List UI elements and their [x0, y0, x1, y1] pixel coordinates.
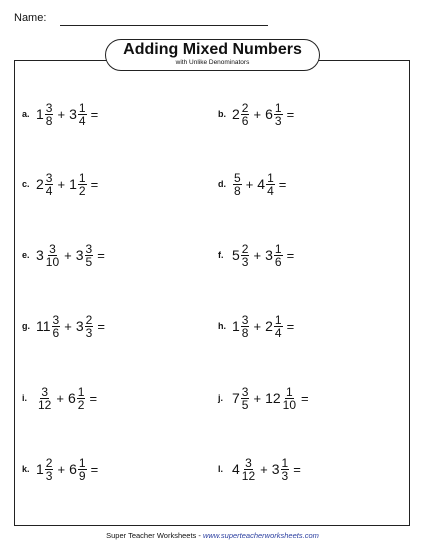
fraction: [241, 314, 250, 339]
equals-sign: =: [286, 106, 295, 122]
denominator: 3: [274, 113, 282, 128]
fraction: [241, 243, 250, 268]
fraction: [85, 314, 94, 339]
footer-url[interactable]: www.superteacherworksheets.com: [202, 531, 319, 540]
problem-label: b.: [218, 109, 226, 119]
numerator: 1: [78, 170, 86, 185]
denominator: 10: [45, 254, 60, 269]
plus-sign: +: [253, 247, 262, 263]
denominator: 2: [78, 183, 86, 198]
equals-sign: =: [90, 176, 99, 192]
numerator: 5: [234, 170, 241, 185]
denominator: 3: [281, 468, 289, 483]
whole-number: 4: [257, 176, 266, 192]
problem-label: e.: [22, 250, 30, 260]
numerator: 2: [85, 312, 93, 327]
plus-sign: +: [64, 318, 72, 334]
denominator: 8: [45, 113, 53, 128]
whole-number: 3: [36, 247, 44, 263]
mixed-number: [232, 243, 249, 268]
problem-l: [218, 454, 305, 484]
mixed-number: [265, 243, 282, 268]
numerator: 1: [274, 312, 282, 327]
mixed-number: [68, 386, 85, 411]
plus-sign: +: [245, 176, 254, 192]
whole-number: 6: [265, 106, 273, 122]
numerator: 1: [285, 384, 293, 399]
equals-sign: =: [89, 390, 98, 406]
whole-number: 1: [36, 106, 44, 122]
title-banner: [105, 39, 320, 71]
plus-sign: +: [64, 247, 72, 263]
problem-k: [22, 454, 102, 484]
denominator: 9: [78, 468, 86, 483]
fraction: [45, 457, 54, 482]
numerator: 2: [241, 100, 249, 115]
numerator: 1: [281, 455, 289, 470]
whole-number: 7: [232, 390, 240, 406]
problem-label: k.: [22, 464, 30, 474]
denominator: 4: [267, 183, 274, 198]
fraction: [78, 172, 87, 197]
denominator: 4: [274, 325, 282, 340]
mixed-number: [265, 314, 282, 339]
mixed-number: [36, 386, 52, 411]
fraction: [233, 172, 242, 197]
fraction: [266, 172, 275, 197]
numerator: 3: [52, 312, 60, 327]
numerator: 1: [77, 384, 85, 399]
problem-d: [218, 169, 290, 199]
fraction: [37, 386, 52, 411]
problem-label: j.: [218, 393, 224, 403]
whole-number: 11: [36, 318, 51, 334]
whole-number: 5: [232, 247, 240, 263]
mixed-number: [36, 314, 60, 339]
numerator: 3: [41, 384, 49, 399]
numerator: 2: [45, 455, 53, 470]
plus-sign: +: [253, 390, 262, 406]
fraction: [241, 386, 250, 411]
whole-number: 3: [75, 318, 84, 334]
plus-sign: +: [253, 318, 262, 334]
denominator: 5: [241, 397, 249, 412]
problem-label: i.: [22, 393, 28, 403]
problem-f: [218, 240, 298, 270]
equals-sign: =: [286, 318, 295, 334]
whole-number: 1: [69, 176, 77, 192]
mixed-number: [76, 243, 93, 268]
mixed-number: [232, 172, 242, 197]
fraction: [52, 314, 61, 339]
whole-number: 1: [232, 318, 240, 334]
fraction: [45, 172, 54, 197]
equals-sign: =: [97, 318, 105, 334]
denominator: 6: [274, 254, 282, 269]
fraction: [241, 457, 256, 482]
numerator: 3: [241, 312, 249, 327]
numerator: 1: [274, 241, 282, 256]
fraction: [282, 386, 297, 411]
denominator: 5: [85, 254, 93, 269]
denominator: 3: [45, 468, 53, 483]
problem-label: a.: [22, 109, 30, 119]
name-label: Name:: [14, 12, 47, 24]
problem-g: [22, 311, 109, 341]
equals-sign: =: [301, 390, 309, 406]
worksheet-title: Adding Mixed Numbers: [123, 41, 302, 58]
problem-label: l.: [218, 464, 224, 474]
whole-number: 4: [232, 461, 240, 477]
numerator: 2: [241, 241, 249, 256]
denominator: 8: [241, 325, 249, 340]
problem-a: [22, 99, 102, 129]
problem-c: [22, 169, 102, 199]
problem-h: [218, 311, 298, 341]
whole-number: 2: [265, 318, 273, 334]
footer-text: Super Teacher Worksheets -: [106, 531, 203, 540]
whole-number: 6: [69, 461, 77, 477]
whole-number: 3: [75, 247, 84, 263]
denominator: 3: [85, 325, 93, 340]
fraction: [274, 102, 283, 127]
equals-sign: =: [97, 247, 105, 263]
denominator: 4: [45, 183, 53, 198]
problem-label: c.: [22, 179, 30, 189]
problem-j: [218, 383, 313, 413]
whole-number: 3: [271, 461, 280, 477]
problem-label: d.: [218, 179, 226, 189]
numerator: 3: [241, 384, 249, 399]
whole-number: 3: [265, 247, 273, 263]
mixed-number: [36, 457, 53, 482]
mixed-number: [69, 102, 86, 127]
problem-label: g.: [22, 321, 30, 331]
mixed-number: [36, 102, 53, 127]
whole-number: 1: [36, 461, 44, 477]
fraction: [274, 314, 283, 339]
mixed-number: [272, 457, 289, 482]
mixed-number: [265, 386, 297, 411]
denominator: 10: [282, 397, 297, 412]
denominator: 6: [241, 113, 249, 128]
mixed-number: [232, 386, 249, 411]
mixed-number: [232, 102, 249, 127]
numerator: 3: [45, 100, 53, 115]
numerator: 1: [78, 455, 86, 470]
mixed-number: [257, 172, 274, 197]
numerator: 3: [85, 241, 93, 256]
mixed-number: [232, 457, 256, 482]
whole-number: 3: [69, 106, 77, 122]
plus-sign: +: [56, 390, 64, 406]
fraction: [45, 102, 54, 127]
equals-sign: =: [278, 176, 287, 192]
plus-sign: +: [253, 106, 262, 122]
numerator: 3: [45, 170, 53, 185]
problem-b: [218, 99, 298, 129]
whole-number: 12: [265, 390, 281, 406]
fraction: [241, 102, 250, 127]
numerator: 1: [274, 100, 282, 115]
problem-e: [22, 240, 109, 270]
plus-sign: +: [57, 461, 66, 477]
equals-sign: =: [90, 106, 99, 122]
denominator: 12: [241, 468, 256, 483]
denominator: 6: [52, 325, 60, 340]
numerator: 1: [267, 170, 274, 185]
fraction: [274, 243, 283, 268]
mixed-number: [76, 314, 93, 339]
problem-i: [22, 383, 101, 413]
footer: [0, 531, 425, 540]
whole-number: 6: [67, 390, 76, 406]
equals-sign: =: [90, 461, 99, 477]
worksheet-subtitle: with Unlike Denominators: [175, 59, 250, 66]
numerator: 3: [49, 241, 56, 256]
denominator: 8: [234, 183, 241, 198]
mixed-number: [232, 314, 249, 339]
mixed-number: [265, 102, 282, 127]
whole-number: 2: [36, 176, 44, 192]
equals-sign: =: [286, 247, 295, 263]
problem-label: h.: [218, 321, 226, 331]
mixed-number: [36, 172, 53, 197]
fraction: [77, 386, 86, 411]
numerator: 3: [245, 455, 252, 470]
plus-sign: +: [260, 461, 268, 477]
fraction: [45, 243, 60, 268]
fraction: [78, 102, 87, 127]
name-line[interactable]: [60, 25, 268, 26]
equals-sign: =: [293, 461, 301, 477]
mixed-number: [69, 172, 86, 197]
problem-label: f.: [218, 250, 224, 260]
whole-number: 2: [232, 106, 240, 122]
denominator: 12: [38, 397, 52, 412]
plus-sign: +: [57, 176, 66, 192]
plus-sign: +: [57, 106, 66, 122]
fraction: [78, 457, 87, 482]
mixed-number: [69, 457, 86, 482]
denominator: 2: [77, 397, 85, 412]
fraction: [85, 243, 94, 268]
mixed-number: [36, 243, 60, 268]
numerator: 1: [78, 100, 86, 115]
denominator: 3: [241, 254, 249, 269]
denominator: 4: [78, 113, 86, 128]
fraction: [281, 457, 290, 482]
